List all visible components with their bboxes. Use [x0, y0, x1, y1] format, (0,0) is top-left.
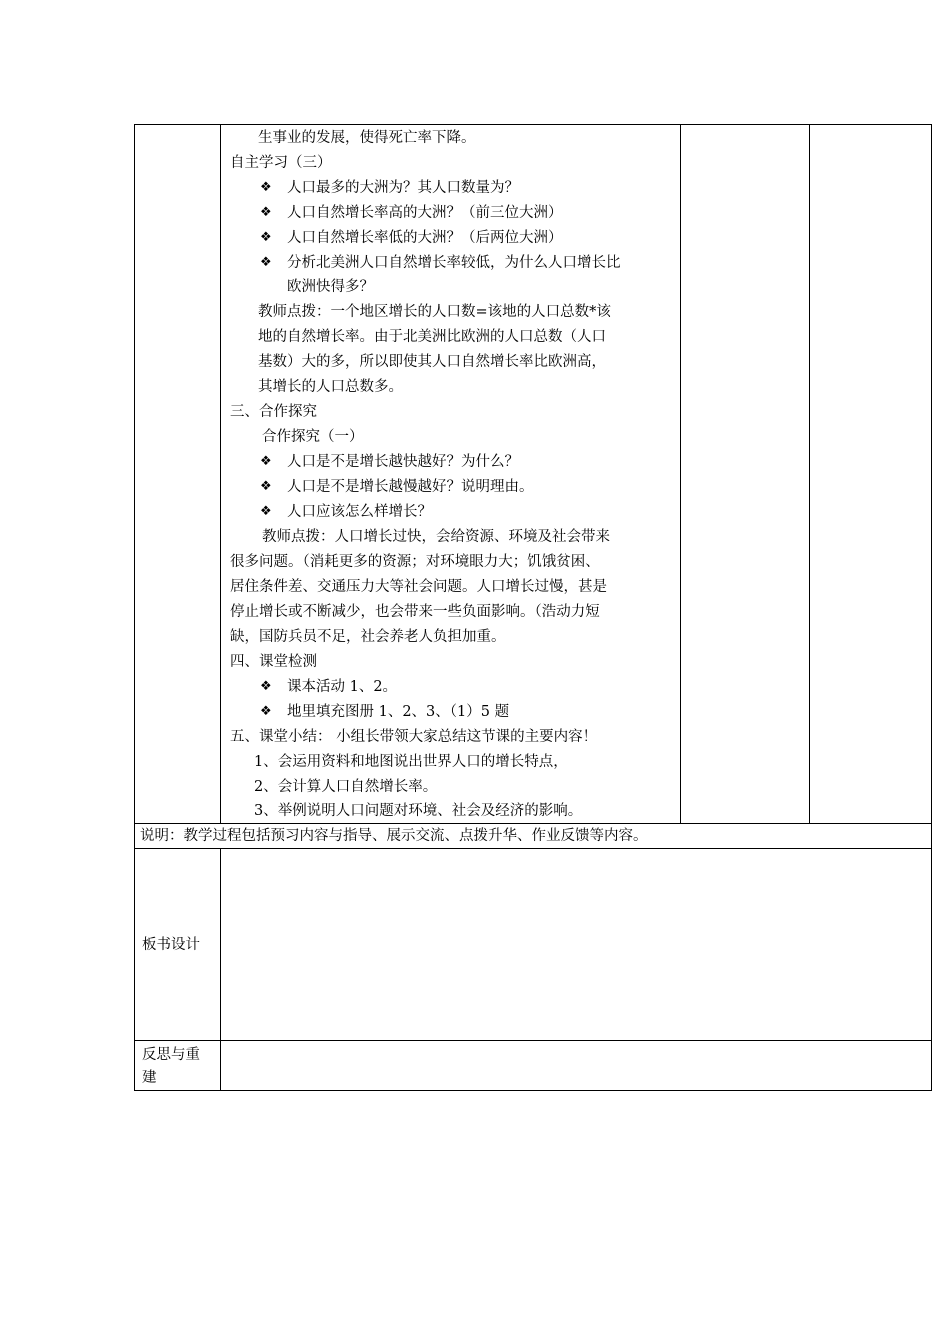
bullet-icon: ❖: [260, 454, 272, 469]
summary-item: 2、会计算人口自然增长率。: [254, 779, 438, 795]
question-item: 人口自然增长率低的大洲？（后两位大洲）: [287, 230, 563, 246]
row-divider-reflect: [134, 1040, 932, 1041]
bullet-icon: ❖: [260, 255, 272, 270]
section-heading: 五、课堂小结： 小组长带领大家总结这节课的主要内容！: [230, 729, 598, 745]
test-item: 课本活动 1、2。: [287, 679, 398, 695]
teacher-tip-line: 停止增长或不断减少，也会带来一些负面影响。（浩动力短: [230, 604, 600, 620]
section-heading: 三、合作探究: [230, 404, 317, 420]
teacher-tip-line: 教师点拨：人口增长过快，会给资源、环境及社会带来: [262, 529, 610, 545]
teacher-tip-line: 很多问题。（消耗更多的资源；对环境眼力大；饥饿贫困、: [230, 554, 600, 570]
board-design-label: 板书设计: [142, 937, 200, 953]
heading-self-study: 自主学习（三）: [230, 155, 332, 171]
question-item: 人口是不是增长越快越好？为什么？: [287, 454, 519, 470]
bullet-icon: ❖: [260, 504, 272, 519]
section-heading: 四、课堂检测: [230, 654, 317, 670]
bullet-icon: ❖: [260, 180, 272, 195]
content-line: 生事业的发展，使得死亡率下降。: [258, 130, 476, 146]
col-divider-1-board: [220, 848, 221, 1091]
question-item: 人口是不是增长越慢越好？说明理由。: [287, 479, 534, 495]
bullet-icon: ❖: [260, 230, 272, 245]
teacher-tip-line: 其增长的人口总数多。: [258, 379, 403, 395]
summary-item: 1、会运用资料和地图说出世界人口的增长特点，: [254, 754, 568, 770]
question-item: 人口最多的大洲为？其人口数量为？: [287, 180, 519, 196]
table-border-left: [134, 124, 135, 1091]
col-divider-2: [680, 124, 681, 824]
col-divider-1-top: [220, 124, 221, 824]
question-item: 分析北美洲人口自然增长率较低，为什么人口增长比: [287, 255, 621, 271]
row-divider-note-bottom: [134, 848, 932, 849]
table-border-top: [134, 124, 932, 125]
summary-item: 3、举例说明人口问题对环境、社会及经济的影响。: [254, 803, 583, 819]
bullet-icon: ❖: [260, 205, 272, 220]
table-border-bottom: [134, 1090, 932, 1091]
question-item: 人口应该怎么样增长？: [287, 504, 432, 520]
bullet-icon: ❖: [260, 679, 272, 694]
test-item: 地里填充图册 1、2、3、（1）5 题: [287, 704, 510, 720]
reflection-label: 反思与重: [142, 1047, 200, 1063]
bullet-icon: ❖: [260, 704, 272, 719]
teacher-tip-line: 地的自然增长率。由于北美洲比欧洲的人口总数（人口: [258, 329, 606, 345]
table-border-right: [931, 124, 932, 1091]
teacher-tip-line: 基数）大的多，所以即使其人口自然增长率比欧洲高，: [258, 354, 606, 370]
col-divider-3: [809, 124, 810, 824]
teacher-tip-line: 居住条件差、交通压力大等社会问题。人口增长过慢，甚是: [230, 579, 607, 595]
teacher-tip-line: 缺，国防兵员不足，社会养老人负担加重。: [230, 629, 506, 645]
reflection-label-cont: 建: [142, 1070, 157, 1086]
question-item: 人口自然增长率高的大洲？（前三位大洲）: [287, 205, 563, 221]
bullet-icon: ❖: [260, 479, 272, 494]
teacher-tip-line: 教师点拨：一个地区增长的人口数=该地的人口总数*该: [258, 304, 611, 320]
row-divider-note-top: [134, 823, 932, 824]
question-item-cont: 欧洲快得多？: [287, 279, 374, 295]
note-text: 说明：教学过程包括预习内容与指导、展示交流、点拨升华、作业反馈等内容。: [140, 828, 648, 844]
sub-heading: 合作探究（一）: [262, 429, 364, 445]
